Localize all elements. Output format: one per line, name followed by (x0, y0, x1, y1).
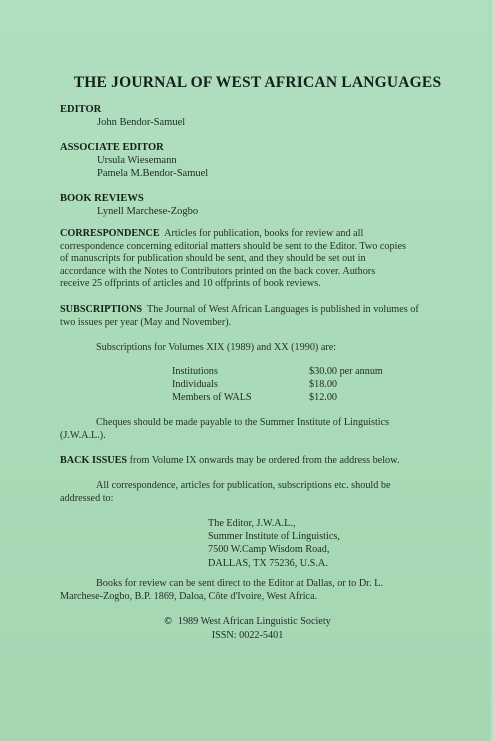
correspondence-line: Articles for publication, books for review and all (164, 228, 364, 239)
rate-price: $18.00 (309, 379, 338, 390)
issn-text: ISSN: 0022-5401 (211, 630, 284, 641)
correspondence-heading: CORRESPONDENCE (60, 228, 160, 239)
journal-title: THE JOURNAL OF WEST AFRICAN LANGUAGES (73, 74, 442, 91)
rate-label: Members of WALS (172, 392, 252, 403)
issn-line (0, 629, 495, 642)
back-issues-heading: BACK ISSUES (60, 455, 128, 466)
correspondence-note-line: addressed to: (60, 492, 114, 504)
cheques-paragraph (60, 417, 455, 442)
books-note-line: Marchese-Zogbo, B.P. 1869, Daloa, Côte d'Ivoire, West Africa. (60, 590, 318, 602)
cheques-line: (J.W.A.L.). (60, 429, 106, 441)
rate-label: Individuals (172, 379, 218, 390)
correspondence-line: accordance with the Notes to Contributors printed on the back cover. Authors (60, 265, 376, 277)
back-issues-paragraph (60, 455, 455, 468)
books-note-line: Books for review can be sent direct to the Editor at Dallas, or to Dr. L. (96, 578, 383, 589)
associate-editor-name: Pamela M.Bendor-Samuel (97, 168, 209, 179)
rate-price: $12.00 (309, 392, 338, 403)
subscriptions-paragraph (60, 304, 455, 329)
associate-editor-name: Ursula Wiesemann (97, 155, 177, 166)
copyright-icon: © (164, 616, 172, 627)
editor-section (60, 103, 460, 129)
volumes-text (96, 342, 491, 355)
correspondence-paragraph (60, 228, 455, 291)
subscription-rates-table (172, 365, 383, 404)
rate-row (172, 391, 383, 404)
cheques-line: Cheques should be made payable to the Summer Institute of Linguistics (96, 417, 390, 428)
volumes-line: Subscriptions for Volumes XIX (1989) and XX (1990) are: (96, 342, 337, 353)
address-line: The Editor, J.W.A.L., (208, 518, 296, 529)
correspondence-note (60, 480, 455, 505)
correspondence-line: receive 25 offprints of articles and 10 offprints of book reviews. (60, 278, 321, 290)
subscriptions-heading: SUBSCRIPTIONS (60, 304, 143, 315)
copyright-line (0, 615, 495, 628)
subscriptions-line: The Journal of West African Languages is published in volumes of (147, 304, 419, 315)
book-reviews-section (60, 192, 460, 218)
rate-price: $30.00 per annum (309, 366, 383, 377)
correspondence-line: of manuscripts for publication should be sent, and they should be set out in (60, 253, 366, 265)
correspondence-note-line: All correspondence, articles for publication, subscriptions etc. should be (96, 480, 391, 491)
editor-heading: EDITOR (60, 104, 102, 115)
back-issues-text: from Volume IX onwards may be ordered from the address below. (129, 455, 400, 466)
address-line: DALLAS, TX 75236, U.S.A. (208, 557, 328, 569)
book-reviews-name: Lynell Marchese-Zogbo (97, 206, 199, 217)
address-line: Summer Institute of Linguistics, (208, 531, 340, 543)
associate-editor-heading: ASSOCIATE EDITOR (60, 142, 164, 153)
rate-label: Institutions (172, 366, 218, 377)
editor-name: John Bendor-Samuel (97, 117, 186, 128)
books-review-note (60, 578, 455, 603)
correspondence-line: correspondence concerning editorial matters should be sent to the Editor. Two copies (60, 240, 406, 252)
associate-editor-section (60, 141, 460, 180)
editor-address (208, 517, 340, 570)
rate-row (172, 365, 383, 378)
subscriptions-line: two issues per year (May and November). (60, 316, 232, 328)
rate-row (172, 378, 383, 391)
copyright-text: 1989 West African Linguistic Society (177, 616, 331, 627)
book-reviews-heading: BOOK REVIEWS (60, 193, 144, 204)
address-line: 7500 W.Camp Wisdom Road, (208, 544, 330, 556)
